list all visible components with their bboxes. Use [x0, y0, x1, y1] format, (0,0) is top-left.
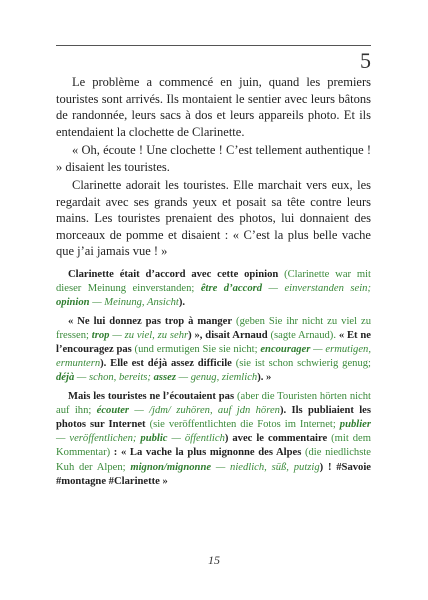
french-phrase: Mais les touristes ne l’écoutaient pas [68, 390, 235, 402]
french-phrase: « Et ne l’encouragez pas [56, 329, 372, 356]
story-paragraph: « Oh, écoute ! Une clochette ! C’est tellement authentique ! » disaient les touristes. [56, 143, 371, 174]
vocab-term: public [140, 433, 168, 445]
french-phrase: ). Ils publiaient les photos sur Internet [56, 404, 371, 431]
french-phrase: « Ne lui donnez pas trop à manger [68, 315, 233, 327]
french-phrase: ). » [257, 372, 272, 384]
french-phrase: ) ! #Savoie #montagne #Clarinette » [56, 461, 371, 487]
header-rule [56, 45, 371, 46]
vocab-definition: — schon, bereits; [74, 372, 154, 384]
vocab-term: assez [153, 372, 176, 384]
german-translation: (aber die Touristen hörten nicht auf ihn; [56, 390, 371, 416]
vocab-definition: — zu viel, zu sehr [109, 329, 189, 341]
annotated-paragraph [56, 268, 371, 311]
annotated-text [56, 268, 371, 493]
german-translation: (geben Sie ihr nicht zu viel zu fressen; [56, 315, 371, 341]
vocab-term: mignon/mignonne [130, 461, 212, 473]
story-text [56, 74, 371, 262]
page-number: 15 [208, 553, 220, 567]
vocab-term: déjà [56, 372, 75, 384]
annotated-paragraph [56, 390, 371, 489]
french-phrase: ) », disait Arnaud [188, 329, 268, 341]
chapter-number: 5 [360, 48, 371, 73]
vocab-term: écouter [96, 404, 130, 416]
vocab-definition: — öffentlich [167, 433, 225, 445]
french-phrase: ). [178, 297, 186, 309]
german-translation: (die niedlichste Kuh der Alpen; [56, 447, 371, 473]
french-phrase: Clarinette était d’accord avec cette opinion [68, 269, 279, 280]
vocab-term: opinion [56, 297, 90, 309]
german-translation: (und ermutigen Sie sie nicht; [131, 344, 261, 356]
vocab-definition: — Meinung, Ansicht [89, 297, 179, 309]
german-translation: (sie ist schon schwierig genug; [231, 358, 371, 370]
annotated-paragraph [56, 315, 371, 386]
vocab-term: être d’accord [200, 283, 263, 295]
french-phrase: : « La vache la plus mignonne des Alpes [113, 447, 302, 459]
german-translation: (mit dem Kommentar) [56, 433, 371, 459]
vocab-definition: — niedlich, süß, putzig [211, 461, 320, 473]
story-paragraph: Le problème a commencé en juin, quand les premiers touristes sont arrivés. Ils montaient le sentier avec leurs bâtons de randonnée, leurs sacs à dos et leurs appareils photo. Et ils entendaient la clochette de Clarinette. [56, 75, 371, 139]
french-phrase: ) avec le commentaire [224, 433, 328, 445]
vocab-definition: — genug, ziemlich [175, 372, 258, 384]
vocab-term: publier [339, 419, 371, 431]
german-translation: (sagte Arnaud). [267, 329, 339, 341]
french-phrase: ). Elle est déjà assez difficile [100, 358, 232, 370]
vocab-term: encourager [260, 344, 311, 356]
vocab-definition: — ermutigen, ermuntern [56, 344, 371, 370]
story-paragraph: Clarinette adorait les touristes. Elle marchait vers eux, les regardait avec ses grands yeux et posait sa tête contre leurs mains. Les touristes prenaient des photos, lui donnaient des morceaux de pomme et disaient : « C’est la plus belle vache que j’ai jamais vue ! » [56, 178, 371, 258]
vocab-term: trop [91, 329, 110, 341]
german-translation: (Clarinette war mit dieser Meinung einverstanden; [56, 269, 371, 295]
german-translation: (sie veröffentlichten die Fotos im Internet; [145, 419, 340, 431]
vocab-definition: — einverstanden sein; [262, 283, 371, 295]
vocab-definition: — /jdm/ zuhören, auf jdn hören [129, 404, 280, 416]
vocab-definition: — veröffentlichen; [56, 433, 141, 445]
